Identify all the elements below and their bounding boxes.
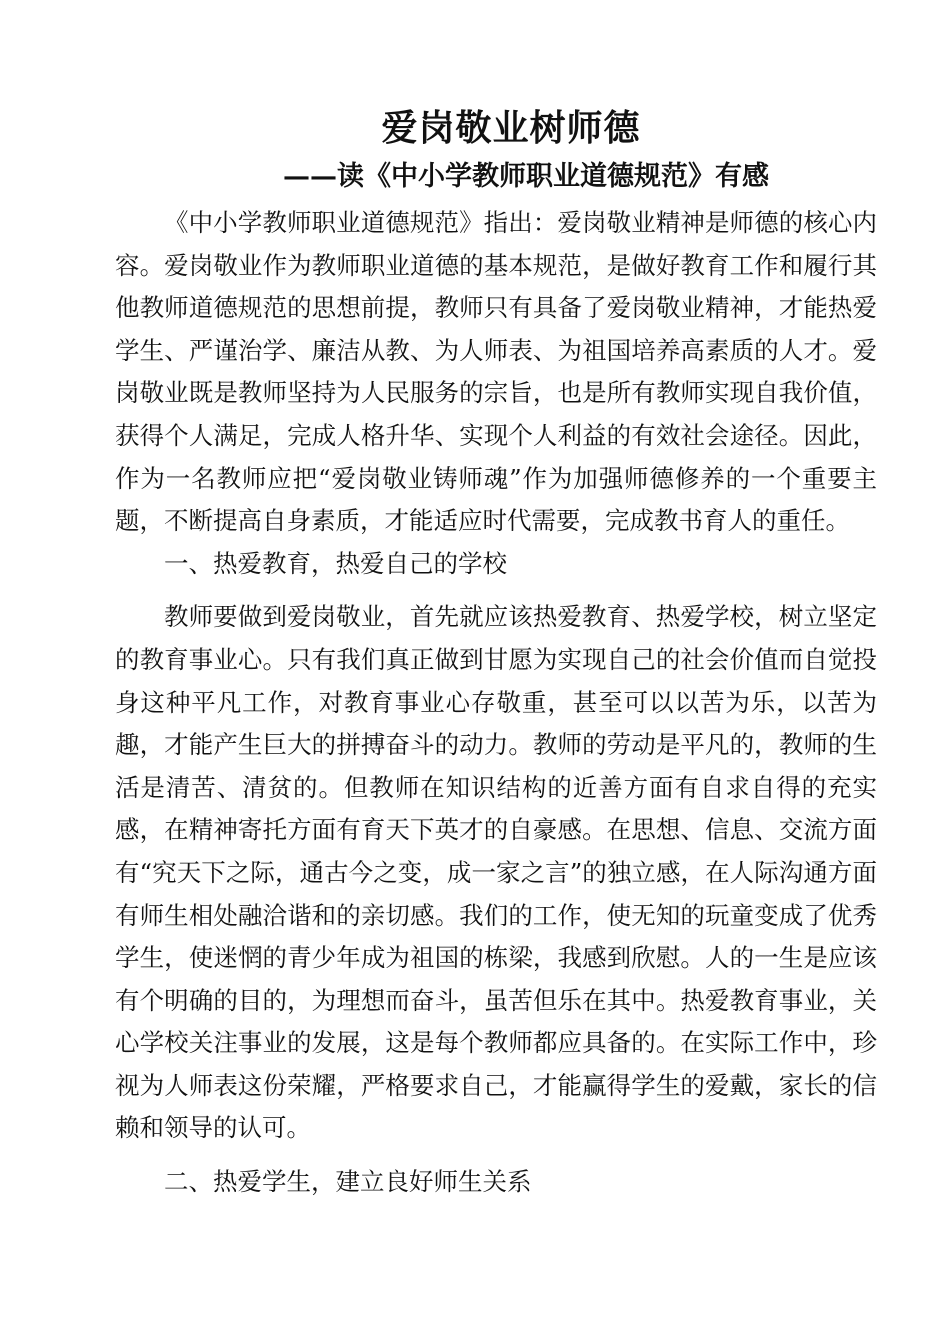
section-1-paragraph: 教师要做到爱岗敬业，首先就应该热爱教育、热爱学校，树立坚定的教育事业心。只有我们真正做到甘愿为实现自己的社会价值而自觉投身这种平凡工作，对教育事业心存敬重，甚至可以以苦为乐，以苦为趣，才能产生巨大的拼搏奋斗的动力。教师的劳动是平凡的，教师的生活是清苦、清贫的。但教师在知识结构的近善方面有自求自得的充实感，在精神寄托方面有育天下英才的自豪感。在思想、信息、交流方面有“究天下之际，通古今之变，成一家之言”的独立感，在人际沟通方面有师生相处融洽谐和的亲切感。我们的工作，使无知的玩童变成了优秀学生，使迷惘的青少年成为祖国的栋梁，我感到欣慰。人的一生是应该有个明确的目的，为理想而奋斗，虽苦但乐在其中。热爱教育事业，关心学校关注事业的发展，这是每个教师都应具备的。在实际工作中，珍视为人师表这份荣耀，严格要求自己，才能赢得学生的爱戴，家长的信赖和领导的认可。: [115, 602, 877, 1143]
document-subtitle: ——读《中小学教师职业道德规范》有感: [283, 161, 769, 192]
spacer: [115, 585, 877, 596]
spacer: [115, 1150, 877, 1161]
document-page: [115, 100, 877, 1204]
document-title: 爱岗敬业树师德: [381, 107, 641, 149]
section-1-heading: 一、热爱教育，热爱自己的学校: [164, 548, 507, 578]
intro-paragraph: 《中小学教师职业道德规范》指出：爱岗敬业精神是师德的核心内容。爱岗敬业作为教师职业道德的基本规范，是做好教育工作和履行其他教师道德规范的思想前提，教师只有具备了爱岗敬业精神，才能热爱学生、严谨治学、廉洁从教、为人师表、为祖国培养高素质的人才。爱岗敬业既是教师坚持为人民服务的宗旨，也是所有教师实现自我价值，获得个人满足，完成人格升华、实现个人利益的有效社会途径。因此，作为一名教师应把“爱岗敬业铸师魂”作为加强师德修养的一个重要主题，不断提高自身素质，才能适应时代需要，完成教书育人的重任。: [115, 208, 877, 536]
section-2-heading: 二、热爱学生，建立良好师生关系: [164, 1167, 532, 1197]
